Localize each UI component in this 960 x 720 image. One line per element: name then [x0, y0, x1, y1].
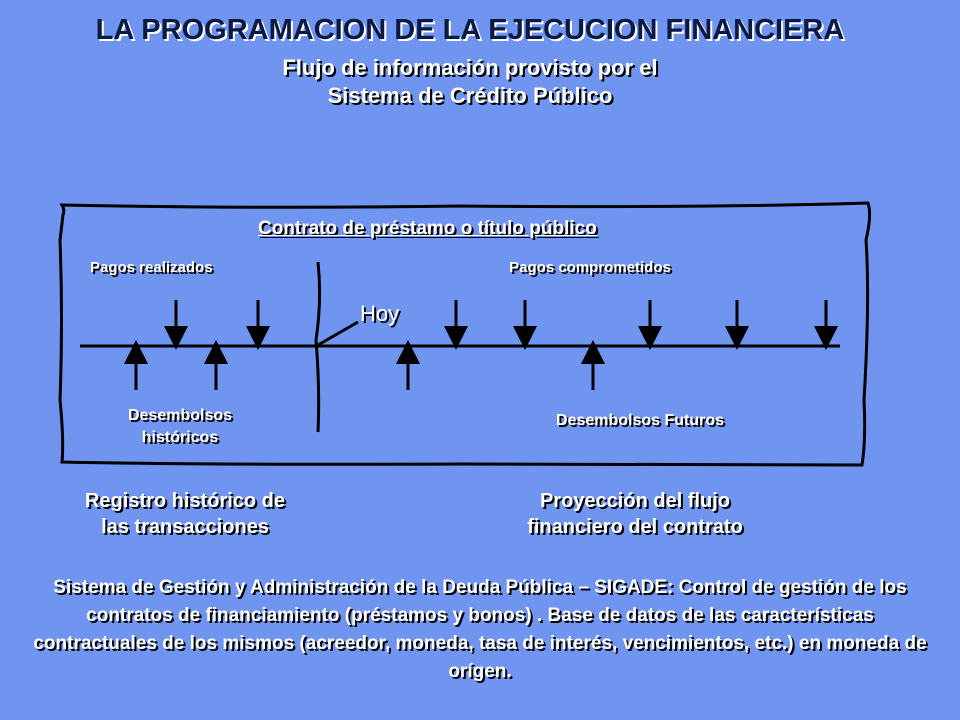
page-title: LA PROGRAMACION DE LA EJECUCION FINANCIERA	[95, 14, 845, 46]
proyeccion-line-2: financiero del contrato	[527, 516, 743, 538]
registro-line-2: las transacciones	[101, 516, 269, 538]
subtitle-line-2: Sistema de Crédito Público	[327, 83, 613, 108]
proyeccion-line-1: Proyección del flujo	[539, 490, 731, 512]
desembolsos-historicos-label	[100, 405, 260, 449]
desembolsos-historicos-line-1: Desembolsos	[127, 407, 233, 424]
registro-line-1: Registro histórico de	[84, 490, 286, 512]
registro-historico-caption	[40, 488, 330, 540]
proyeccion-caption	[470, 488, 800, 540]
pagos-comprometidos-label: Pagos comprometidos	[509, 259, 671, 276]
footer-description: Sistema de Gestión y Administración de la Deuda Pública – SIGADE: Control de gestión de los contratos de financiamiento (préstamos y bonos) . Base de datos de las características contractuales de los mismos (acreedor, moneda, tasa de interés, vencimientos, etc.) en moneda de orígen.	[33, 577, 927, 682]
hoy-label: Hoy	[360, 301, 400, 326]
desembolsos-historicos-line-2: históricos	[141, 429, 219, 446]
hoy-pointer	[318, 322, 358, 345]
desembolsos-futuros-label: Desembolsos Futuros	[555, 412, 725, 429]
pagos-realizados-label: Pagos realizados	[90, 259, 213, 276]
subtitle-line-1: Flujo de información provisto por el	[282, 55, 658, 80]
contract-label: Contrato de préstamo o título público	[258, 218, 597, 239]
